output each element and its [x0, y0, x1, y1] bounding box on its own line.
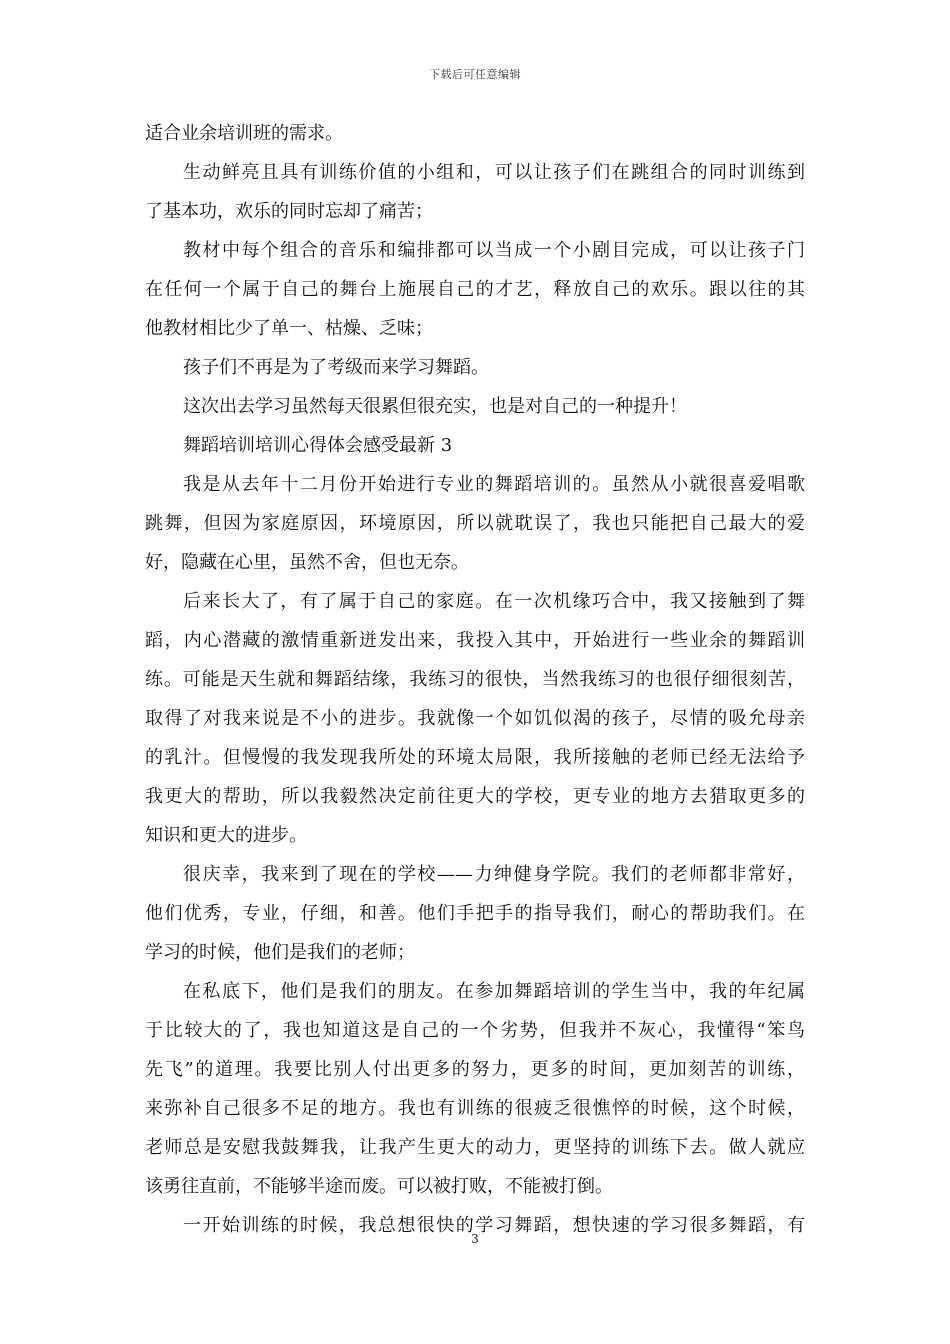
- text-line: 适合业余培训班的需求。: [145, 123, 343, 144]
- text-line: 该勇往直前，不能够半途而废。可以被打败，不能被打倒。: [145, 1176, 613, 1197]
- text-line: 蹈，内心潜藏的激情重新迸发出来，我投入其中，开始进行一些业余的舞蹈训: [145, 630, 805, 651]
- page-header: 下载后可任意编辑: [429, 68, 521, 81]
- text-line: 他们优秀，专业，仔细，和善。他们手把手的指导我们，耐心的帮助我们。在: [145, 903, 805, 924]
- text-line: 取得了对我来说是不小的进步。我就像一个如饥似渴的孩子，尽情的吸允母亲: [145, 708, 805, 729]
- text-line: 老师总是安慰我鼓舞我，让我产生更大的动力，更坚持的训练下去。做人就应: [145, 1137, 805, 1158]
- text-line: 先飞”的道理。我要比别人付出更多的努力，更多的时间，更加刻苦的训练，: [145, 1059, 805, 1080]
- text-line: 教材中每个组合的音乐和编排都可以当成一个小剧目完成，可以让孩子门: [183, 240, 805, 261]
- text-line: 了基本功，欢乐的同时忘却了痛苦；: [145, 201, 433, 222]
- text-line: 我是从去年十二月份开始进行专业的舞蹈培训的。虽然从小就很喜爱唱歌: [183, 474, 805, 495]
- text-line: 好，隐藏在心里，虽然不舍，但也无奈。: [145, 552, 469, 573]
- text-line: 他教材相比少了单一、枯燥、乏味；: [145, 318, 433, 339]
- text-line: 跳舞，但因为家庭原因，环境原因，所以就耽误了，我也只能把自己最大的爱: [145, 513, 805, 534]
- text-line: 来弥补自己很多不足的地方。我也有训练的很疲乏很憔悴的时候，这个时候，: [145, 1098, 805, 1119]
- text-line: 在私底下，他们是我们的朋友。在参加舞蹈培训的学生当中，我的年纪属: [183, 981, 805, 1002]
- text-line: 知识和更大的进步。: [145, 825, 307, 846]
- text-line: 在任何一个属于自己的舞台上施展自己的才艺，释放自己的欢乐。跟以往的其: [145, 279, 805, 300]
- text-line: 于比较大的了，我也知道这是自己的一个劣势，但我并不灰心，我懂得“笨鸟: [145, 1020, 805, 1041]
- text-line: 我更大的帮助，所以我毅然决定前往更大的学校，更专业的地方去猎取更多的: [145, 786, 805, 807]
- document-body: [145, 124, 805, 1255]
- text-line: 的乳汁。但慢慢的我发现我所处的环境太局限，我所接触的老师已经无法给予: [145, 747, 805, 768]
- text-line: 练。可能是天生就和舞蹈结缘，我练习的很快，当然我练习的也很仔细很刻苦，: [145, 669, 805, 690]
- text-line: 一开始训练的时候，我总想很快的学习舞蹈，想快速的学习很多舞蹈，有: [183, 1215, 805, 1236]
- text-line: 孩子们不再是为了考级而来学习舞蹈。: [183, 357, 489, 378]
- text-line: 这次出去学习虽然每天很累但很充实，也是对自己的一种提升！: [183, 396, 687, 417]
- text-line: 舞蹈培训培训心得体会感受最新 3: [183, 435, 453, 456]
- page-number: 3: [471, 1232, 479, 1246]
- text-line: 后来长大了，有了属于自己的家庭。在一次机缘巧合中，我又接触到了舞: [183, 591, 805, 612]
- text-line: 生动鲜亮且具有训练价值的小组和，可以让孩子们在跳组合的同时训练到: [183, 162, 805, 183]
- text-line: 学习的时候，他们是我们的老师；: [145, 942, 415, 963]
- text-line: 很庆幸，我来到了现在的学校——力绅健身学院。我们的老师都非常好，: [183, 864, 805, 885]
